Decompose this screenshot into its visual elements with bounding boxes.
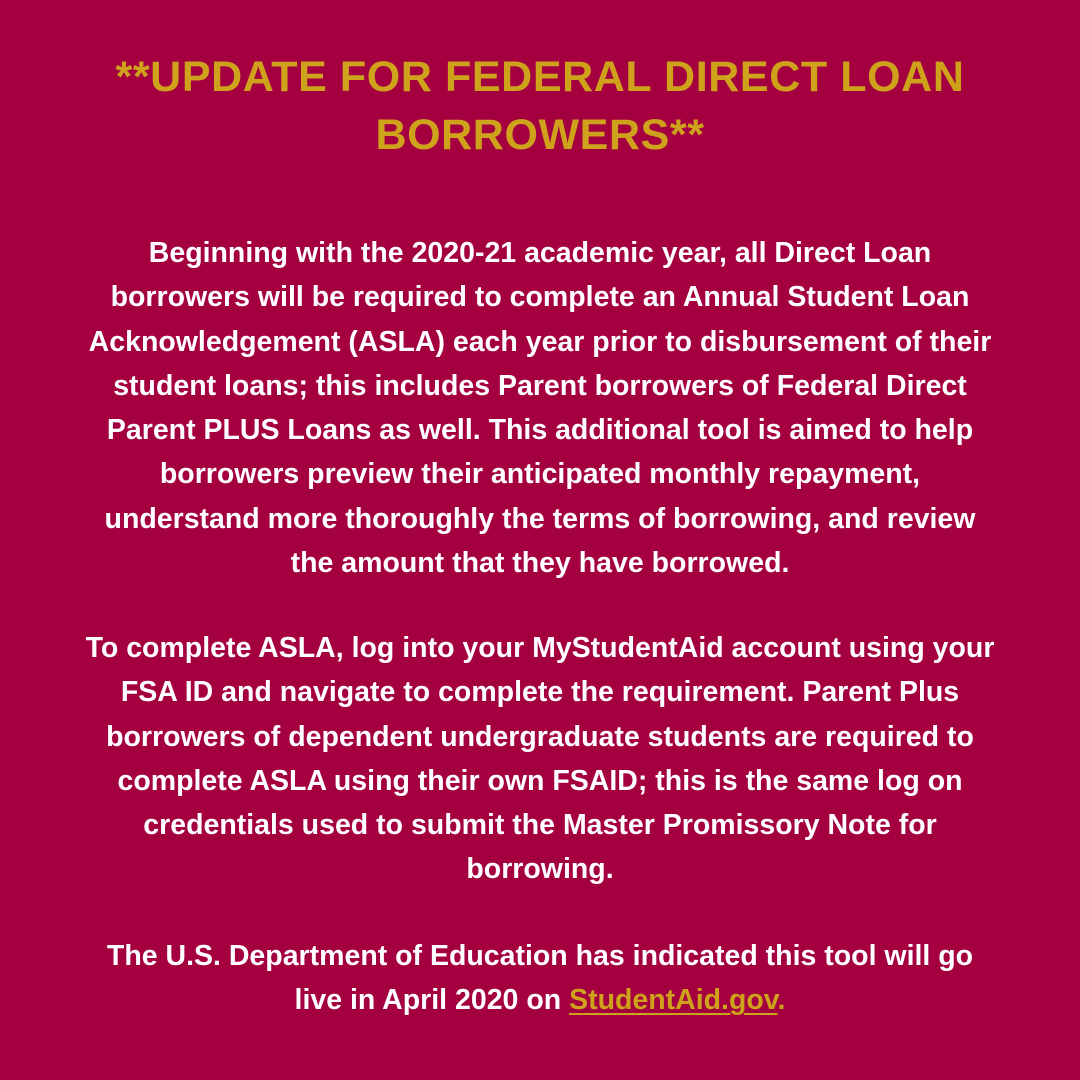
intro-line: Parent PLUS Loans as well. This additional tool is aimed to help xyxy=(106,414,974,447)
title-line-2: BORROWERS** xyxy=(375,111,705,159)
intro-line: understand more thoroughly the terms of borrowing, and review xyxy=(104,502,976,535)
intro-line: student loans; this includes Parent borrowers of Federal Direct xyxy=(113,369,967,402)
announcement-line-2-prefix: live in April 2020 on xyxy=(294,984,570,1017)
instructions-line: FSA ID and navigate to complete the requirement. Parent Plus xyxy=(120,676,960,709)
studentaid-link[interactable]: StudentAid.gov xyxy=(569,984,778,1017)
announcement-line-1: The U.S. Department of Education has indicated this tool will go xyxy=(106,940,974,972)
instructions-line: complete ASLA using their own FSAID; this is the same log on xyxy=(117,764,963,797)
intro-paragraph xyxy=(30,231,1050,585)
instructions-paragraph xyxy=(30,626,1050,892)
intro-line: Acknowledgement (ASLA) each year prior to disbursement of their xyxy=(88,325,992,358)
announcement-paragraph xyxy=(30,934,1050,1023)
intro-line: borrowers preview their anticipated monthly repayment, xyxy=(159,458,921,491)
instructions-line: credentials used to submit the Master Promissory Note for xyxy=(143,809,937,842)
intro-line: Beginning with the 2020-21 academic year, all Direct Loan xyxy=(148,237,932,269)
instructions-line: To complete ASLA, log into your MyStudentAid account using your xyxy=(85,632,995,664)
intro-line: borrowers will be required to complete an Annual Student Loan xyxy=(110,281,970,314)
intro-line: the amount that they have borrowed. xyxy=(290,547,790,580)
title-line-1: **UPDATE FOR FEDERAL DIRECT LOAN xyxy=(115,53,965,101)
announcement-period: . xyxy=(777,984,786,1017)
page-title xyxy=(60,48,1020,164)
instructions-line: borrowers of dependent undergraduate students are required to xyxy=(106,720,974,753)
instructions-line: borrowing. xyxy=(466,853,614,886)
